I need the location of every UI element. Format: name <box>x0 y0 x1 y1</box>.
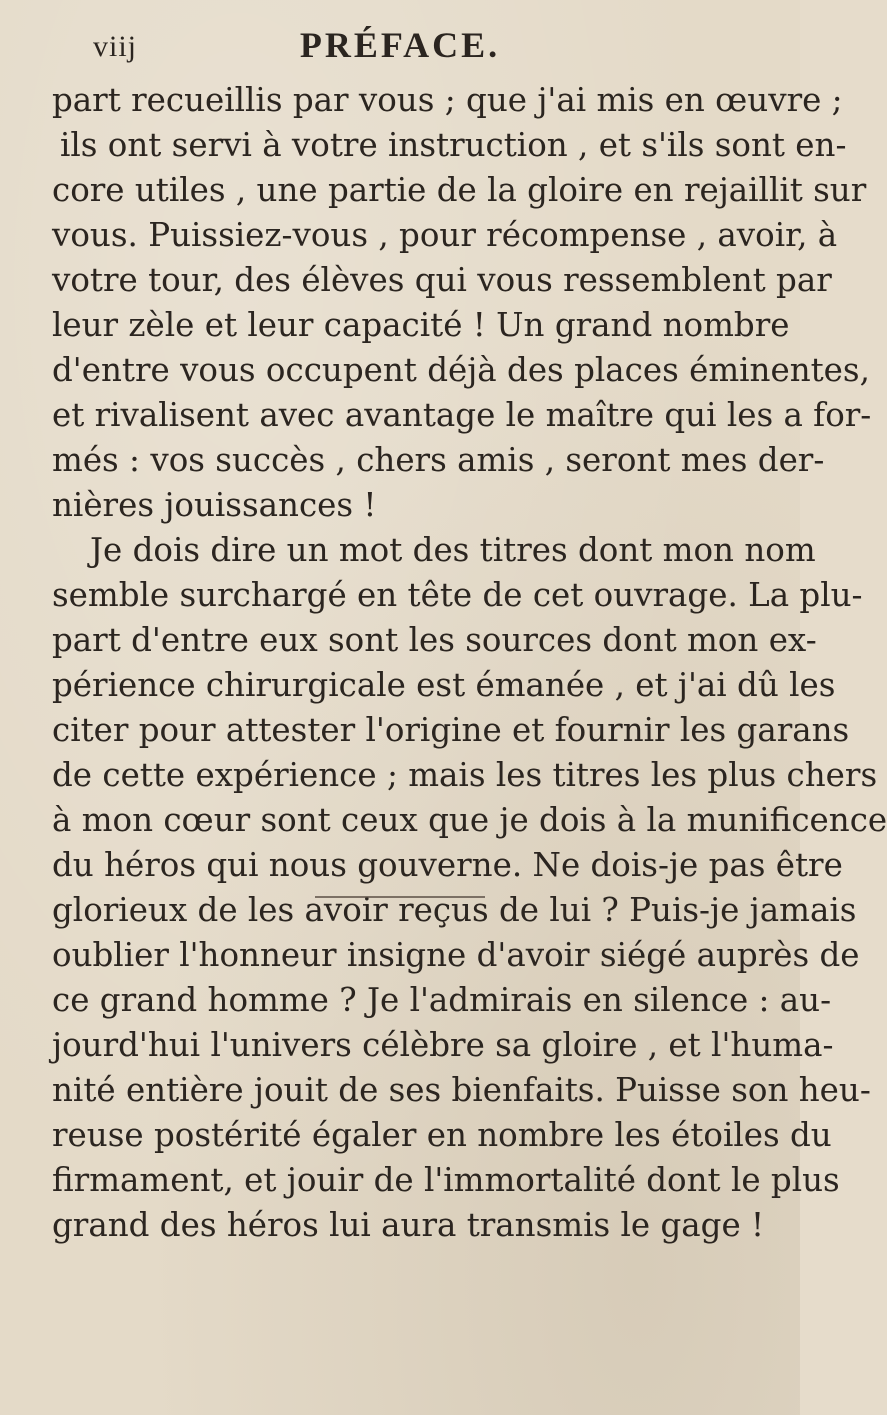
text-line: et rivalisent avec avantage le maître qui les a for- <box>52 396 872 434</box>
text-line: reuse postérité égaler en nombre les étoiles du <box>52 1116 832 1154</box>
text-line: leur zèle et leur capacité ! Un grand nombre <box>52 306 790 344</box>
text-line: votre tour, des élèves qui vous ressemblent par <box>52 261 832 299</box>
body-text <box>52 78 887 1248</box>
text-line: core utiles , une partie de la gloire en rejaillit sur <box>52 171 867 209</box>
text-line: semble surchargé en tête de cet ouvrage. La plu- <box>52 576 863 614</box>
text-line: part recueillis par vous ; que j'ai mis en œuvre ; <box>52 81 843 119</box>
text-line: nières jouissances ! <box>52 486 377 524</box>
ornament-rule <box>315 895 485 899</box>
text-line: citer pour attester l'origine et fournir les garans <box>52 711 850 749</box>
text-line: part d'entre eux sont les sources dont mon ex- <box>52 621 817 659</box>
page-number: viij <box>93 30 138 63</box>
running-title: PRÉFACE. <box>299 25 501 65</box>
text-line: à mon cœur sont ceux que je dois à la munificence <box>52 801 887 839</box>
text-line: périence chirurgicale est émanée , et j'ai dû les <box>52 666 836 704</box>
text-line: du héros qui nous gouverne. Ne dois-je pas être <box>52 846 843 884</box>
text-line: oublier l'honneur insigne d'avoir siégé auprès de <box>52 936 860 974</box>
text-line: grand des héros lui aura transmis le gage ! <box>52 1206 765 1244</box>
text-line: d'entre vous occupent déjà des places éminentes, <box>52 351 870 389</box>
text-line: vous. Puissiez-vous , pour récompense , avoir, à <box>52 216 838 254</box>
text-line: més : vos succès , chers amis , seront mes der- <box>52 441 825 479</box>
text-line: ils ont servi à votre instruction , et s'ils sont en- <box>60 126 847 164</box>
text-line: nité entière jouit de ses bienfaits. Puisse son heu- <box>52 1071 871 1109</box>
text-line: Je dois dire un mot des titres dont mon nom <box>90 531 816 569</box>
text-line: firmament, et jouir de l'immortalité dont le plus <box>52 1161 840 1199</box>
page-header <box>0 22 800 72</box>
text-line: jourd'hui l'univers célèbre sa gloire , et l'huma- <box>52 1026 834 1064</box>
text-line: ce grand homme ? Je l'admirais en silence : au- <box>52 981 832 1019</box>
text-line: de cette expérience ; mais les titres les plus chers <box>52 756 878 794</box>
text-line: glorieux de les avoir reçus de lui ? Puis-je jamais <box>52 891 857 929</box>
